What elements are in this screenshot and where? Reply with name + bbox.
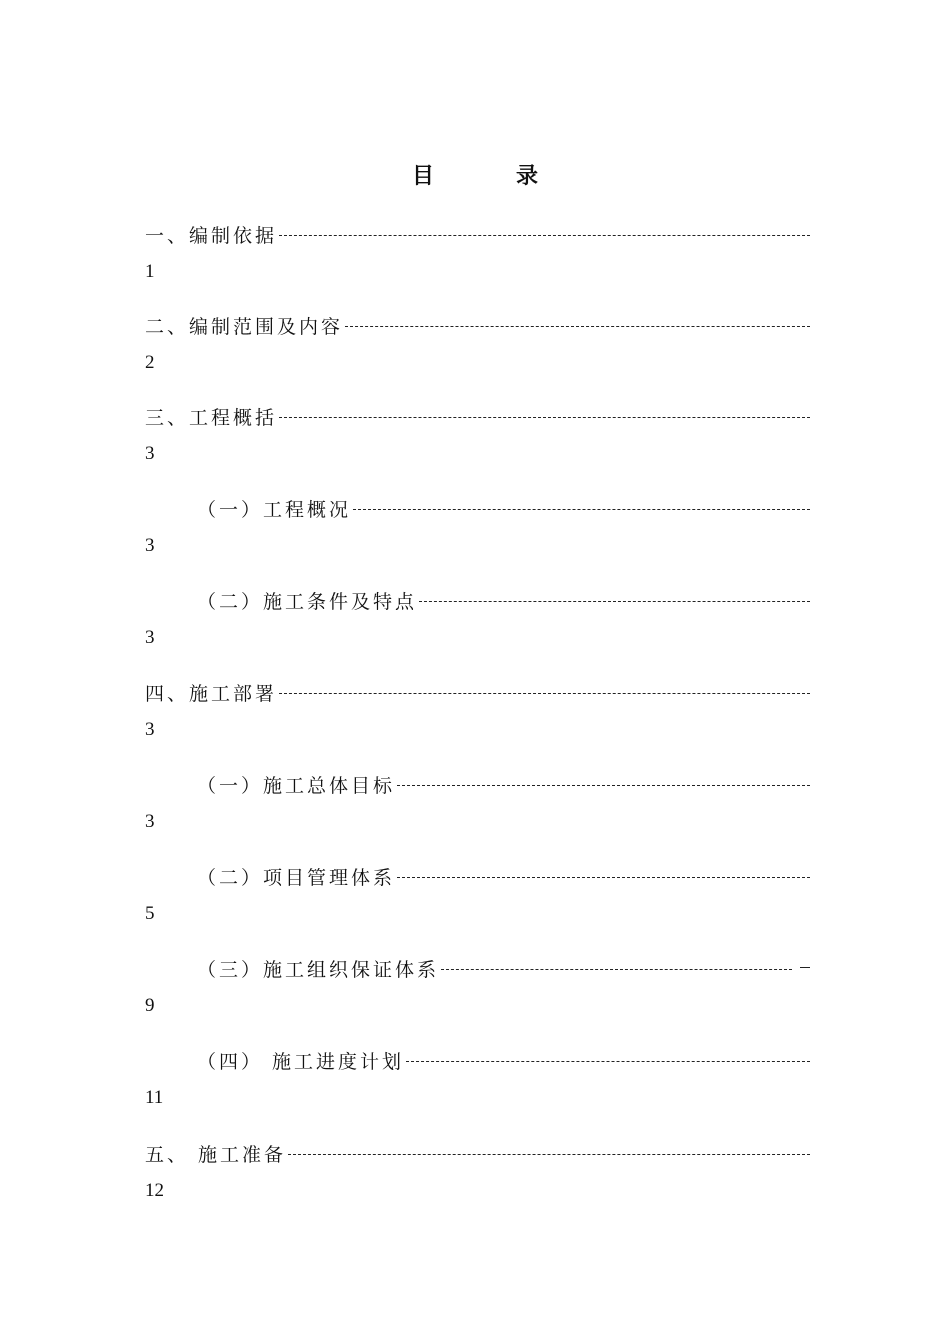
toc-entry-4-1[interactable] xyxy=(145,769,810,832)
dot-leader xyxy=(279,417,810,418)
toc-page-number: 12 xyxy=(145,1180,164,1201)
toc-entry-text: （四） 施工进度计划 xyxy=(197,1050,405,1073)
toc-entry-1[interactable] xyxy=(145,219,810,282)
toc-entry-text: 二、编制范围及内容 xyxy=(145,315,344,338)
dot-leader xyxy=(406,1061,810,1062)
toc-entry-3[interactable] xyxy=(145,401,810,464)
toc-page-number: 9 xyxy=(145,995,155,1016)
toc-entry-3-1[interactable] xyxy=(145,493,810,556)
toc-entry-text: （一）施工总体目标 xyxy=(197,774,396,797)
toc-page-number: 11 xyxy=(145,1087,164,1108)
toc-entry-text: （二）施工条件及特点 xyxy=(197,590,418,613)
toc-entry-text: 四、施工部署 xyxy=(145,682,278,705)
toc-entry-text: 五、 施工准备 xyxy=(145,1143,287,1166)
toc-page-number: 2 xyxy=(145,352,155,373)
toc-entry-text: （一）工程概况 xyxy=(197,498,352,521)
toc-entry-3-2[interactable] xyxy=(145,585,810,648)
dot-leader xyxy=(419,601,810,602)
dot-leader xyxy=(279,235,810,236)
dot-leader xyxy=(288,1154,810,1155)
toc-page-number: 1 xyxy=(145,261,155,282)
dot-leader xyxy=(345,326,810,327)
toc-entry-4-4[interactable] xyxy=(145,1045,810,1108)
dot-leader xyxy=(279,693,810,694)
toc-entry-4-3[interactable] xyxy=(145,953,810,1016)
dot-leader-tail xyxy=(800,967,810,968)
toc-entry-text: （三）施工组织保证体系 xyxy=(197,958,440,981)
toc-entry-4-2[interactable] xyxy=(145,861,810,924)
toc-page-number: 3 xyxy=(145,811,155,832)
toc-entry-text: （二）项目管理体系 xyxy=(197,866,396,889)
toc-page-number: 3 xyxy=(145,535,155,556)
dot-leader xyxy=(397,877,810,878)
toc-entry-5[interactable] xyxy=(145,1138,810,1201)
toc-title: 目 录 xyxy=(411,164,568,189)
toc-entry-text: 三、工程概括 xyxy=(145,406,278,429)
toc-page-number: 3 xyxy=(145,443,155,464)
toc-entry-4[interactable] xyxy=(145,677,810,740)
toc-entry-text: 一、编制依据 xyxy=(145,224,278,247)
toc-page-number: 3 xyxy=(145,627,155,648)
toc-page-number: 5 xyxy=(145,903,155,924)
dot-leader xyxy=(353,509,810,510)
toc-page-number: 3 xyxy=(145,719,155,740)
dot-leader xyxy=(441,969,792,970)
toc-entry-2[interactable] xyxy=(145,310,810,373)
dot-leader xyxy=(397,785,810,786)
